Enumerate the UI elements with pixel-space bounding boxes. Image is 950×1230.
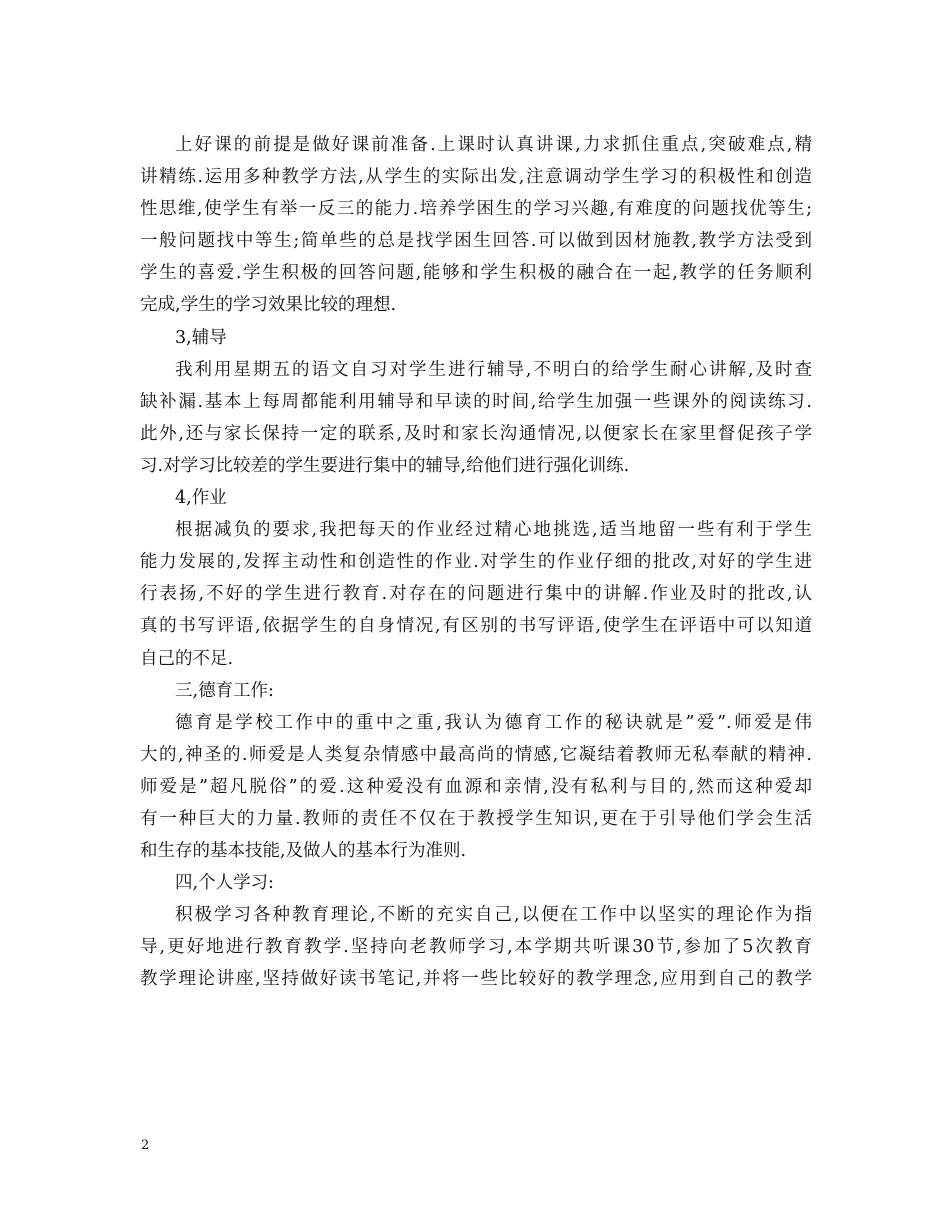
paragraph-line: 德育是学校工作中的重中之重,我认为德育工作的秘诀就是”爱”.师爱是伟	[175, 712, 812, 733]
paragraph-line: 学生的喜爱.学生积极的回答问题,能够和学生积极的融合在一起,教学的任务顺利	[140, 263, 812, 284]
page-number: 2	[141, 1138, 150, 1153]
paragraph-line: 导,更好地进行教育教学.坚持向老教师学习,本学期共听课30节,参加了5次教育	[140, 937, 812, 958]
paragraph-line: 自己的不足.	[140, 648, 234, 669]
section-heading: 四,个人学习:	[175, 873, 274, 894]
paragraph-line: 性思维,使学生有举一反三的能力.培养学困生的学习兴趣,有难度的问题找优等生;	[140, 199, 812, 220]
paragraph-line: 完成,学生的学习效果比较的理想.	[140, 295, 397, 316]
paragraph-line: 一般问题找中等生;简单些的总是找学困生回答.可以做到因材施教,教学方法受到	[140, 231, 812, 252]
paragraph-line: 师爱是”超凡脱俗”的爱.这种爱没有血源和亲情,没有私利与目的,然而这种爱却	[140, 776, 812, 797]
paragraph-line: 缺补漏.基本上每周都能利用辅导和早读的时间,给学生加强一些课外的阅读练习.	[140, 391, 812, 412]
paragraph-line: 大的,神圣的.师爱是人类复杂情感中最高尚的情感,它凝结着教师无私奉献的精神.	[140, 744, 812, 765]
section-heading: 4,作业	[175, 488, 227, 509]
paragraph-line: 此外,还与家长保持一定的联系,及时和家长沟通情况,以便家长在家里督促孩子学	[140, 423, 812, 444]
paragraph-line: 行表扬,不好的学生进行教育.对存在的问题进行集中的讲解.作业及时的批改,认	[140, 584, 812, 605]
section-heading: 三,德育工作:	[175, 680, 274, 701]
document-body	[140, 129, 812, 996]
paragraph-line: 有一种巨大的力量.教师的责任不仅在于教授学生知识,更在于引导他们学会生活	[140, 808, 812, 829]
paragraph-line: 教学理论讲座,坚持做好读书笔记,并将一些比较好的教学理念,应用到自己的教学	[140, 969, 812, 990]
paragraph-line: 讲精练.运用多种教学方法,从学生的实际出发,注意调动学生学习的积极性和创造	[140, 167, 812, 188]
paragraph-line: 上好课的前提是做好课前准备.上课时认真讲课,力求抓住重点,突破难点,精	[175, 135, 812, 155]
paragraph-line: 习.对学习比较差的学生要进行集中的辅导,给他们进行强化训练.	[140, 455, 630, 476]
paragraph-line: 和生存的基本技能,及做人的基本行为准则.	[140, 841, 467, 862]
paragraph-line: 积极学习各种教育理论,不断的充实自己,以便在工作中以坚实的理论作为指	[175, 905, 812, 926]
paragraph-line: 真的书写评语,依据学生的自身情况,有区别的书写评语,使学生在评语中可以知道	[140, 616, 812, 637]
section-heading: 3,辅导	[175, 327, 227, 348]
paragraph-line: 能力发展的,发挥主动性和创造性的作业.对学生的作业仔细的批改,对好的学生进	[140, 552, 812, 573]
paragraph-line: 根据减负的要求,我把每天的作业经过精心地挑选,适当地留一些有利于学生	[175, 520, 812, 541]
paragraph-line: 我利用星期五的语文自习对学生进行辅导,不明白的给学生耐心讲解,及时查	[175, 359, 812, 380]
